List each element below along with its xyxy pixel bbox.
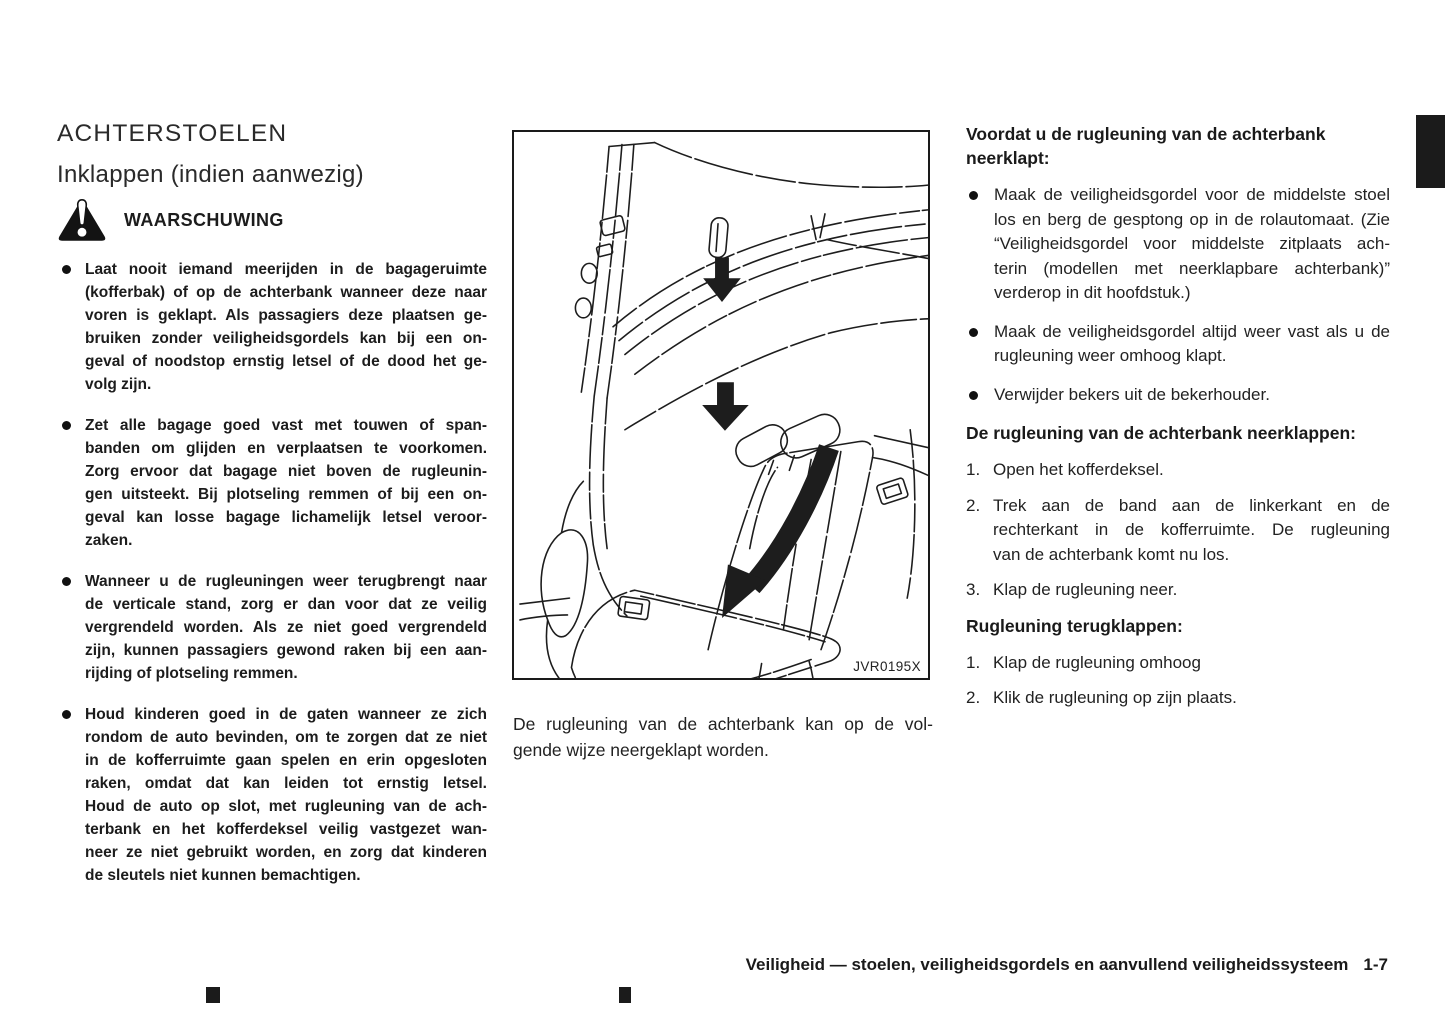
list-item: Maak de veiligheidsgordel voor de middelste stoel los en berg de gesptong op in de rolautomaat. (Zie “Veiligheidsgordel voor middelste zitplaats ach- terin (modellen met neerklapbare achterbank)” verderop in dit hoofdstuk.) xyxy=(966,183,1390,306)
step-number: 1. xyxy=(966,460,981,479)
list-item: Maak de veiligheidsgordel altijd weer vast als u de rugleuning weer omhoog klapt. xyxy=(966,320,1390,369)
section-fold-down xyxy=(966,421,1390,603)
step-number: 1. xyxy=(966,652,981,672)
bullet-icon xyxy=(62,577,71,586)
right-column xyxy=(966,122,1390,722)
trunk-lid-lines xyxy=(613,210,928,374)
footer-text: Veiligheid — stoelen, veiligheidsgordels en aanvullend veiligheidssysteem xyxy=(745,955,1349,974)
chapter-tab-marker xyxy=(1416,115,1445,188)
bullet-icon xyxy=(62,421,71,430)
list-item: Houd kinderen goed in de gaten wanneer ze zich rondom de auto bevinden, om te zorgen dat ze niet in de kofferruimte gaan spelen en erin opgesloten raken, omdat dat kan leiden tot ernstig letsel. Houd de auto op slot, met rugleuning van de ach- terbank en het kofferdeksel veilig vastgezet wan- neer ze niet gebruikt worden, en zorg dat kinderen de sleutels niet kunnen bemachtigen. xyxy=(57,703,487,887)
section-heading: Rugleuning terugklappen: xyxy=(966,615,1183,636)
list-item: Wanneer u de rugleuningen weer terugbrengt naar de verticale stand, zorg er dan voor dat ze veilig vergrendeld worden. Als ze niet goed vergrendeld zijn, kunnen passagiers gewond raken bij een aan- rijding of plotseling remmen. xyxy=(57,570,487,685)
down-arrow-icon xyxy=(702,382,749,431)
step-number: 2. xyxy=(966,495,981,515)
warning-triangle-icon xyxy=(57,198,107,243)
list-item: 2. Klik de rugleuning op zijn plaats. xyxy=(966,686,1390,711)
bullet-icon xyxy=(969,191,978,200)
section-heading: Voordat u de rugleuning van de achterbank neerklapt: xyxy=(966,124,1326,168)
fold-back-steps xyxy=(966,651,1390,711)
side-trim xyxy=(873,430,928,598)
figure-caption: De rugleuning van de achterbank kan op de vol- gende wijze neergeklapt worden. xyxy=(513,714,933,760)
figure-frame xyxy=(512,130,930,680)
step-number: 3. xyxy=(966,580,981,599)
print-registration-mark xyxy=(206,987,220,1003)
ground-lines xyxy=(682,662,814,678)
warning-header xyxy=(57,198,487,243)
list-item: Verwijder bekers uit de bekerhouder. xyxy=(966,383,1390,408)
figure-code: JVR0195X xyxy=(849,659,921,674)
section-before-folding xyxy=(966,122,1390,407)
list-item: 1. Open het kofferdeksel. xyxy=(966,458,1390,483)
left-column xyxy=(57,121,487,905)
seat-fold-illustration xyxy=(514,132,928,678)
subsection-title: Inklappen (indien aanwezig) xyxy=(57,160,364,188)
latch-icon xyxy=(618,596,650,620)
section-fold-back xyxy=(966,614,1390,711)
bullet-icon xyxy=(969,391,978,400)
before-folding-list xyxy=(966,183,1390,407)
warning-list xyxy=(57,258,487,887)
page-footer xyxy=(746,955,1388,975)
seat-cushion xyxy=(571,590,840,678)
section-heading: De rugleuning van de achterbank neerklappen: xyxy=(966,423,1356,443)
step-number: 2. xyxy=(966,688,981,707)
page-number: 1-7 xyxy=(1363,955,1388,974)
curved-fold-arrow-icon xyxy=(722,448,829,618)
bullet-icon xyxy=(62,710,71,719)
list-item: 2. Trek aan de band aan de linkerkant en de rechterkant in de kofferruimte. De rugleuning van de achterbank komt nu los. xyxy=(966,494,1390,568)
list-item: Laat nooit iemand meerijden in de bagageruimte (kofferbak) of op de achterbank wanneer deze naar voren is geklapt. Als passagiers deze plaatsen ge- bruiken zonder veiligheidsgordels kan bij een on- geval of noodstop ernstig letsel of de dood het ge- volg zijn. xyxy=(57,258,487,396)
bullet-icon xyxy=(969,328,978,337)
left-bolster xyxy=(520,481,588,678)
down-arrow-icon xyxy=(703,257,741,302)
list-item: 1. Klap de rugleuning omhoog xyxy=(966,651,1390,676)
fold-down-steps xyxy=(966,458,1390,603)
page-title: ACHTERSTOELEN xyxy=(57,120,288,147)
list-item: Zet alle bagage goed vast met touwen of span- banden om glijden en verplaatsen te voorkomen. Zorg ervoor dat bagage niet boven de rugleunin- gen uitsteekt. Bij plotseling remmen of bij een on- geval kan losse bagage lichamelijk letsel veroor- zaken. xyxy=(57,414,487,552)
trunk-pillar-lines xyxy=(581,145,633,616)
pull-strap-icon xyxy=(708,217,728,258)
print-registration-mark xyxy=(619,987,631,1003)
warning-label: WAARSCHUWING xyxy=(124,209,284,230)
bullet-icon xyxy=(62,265,71,274)
list-item: 3. Klap de rugleuning neer. xyxy=(966,578,1390,603)
